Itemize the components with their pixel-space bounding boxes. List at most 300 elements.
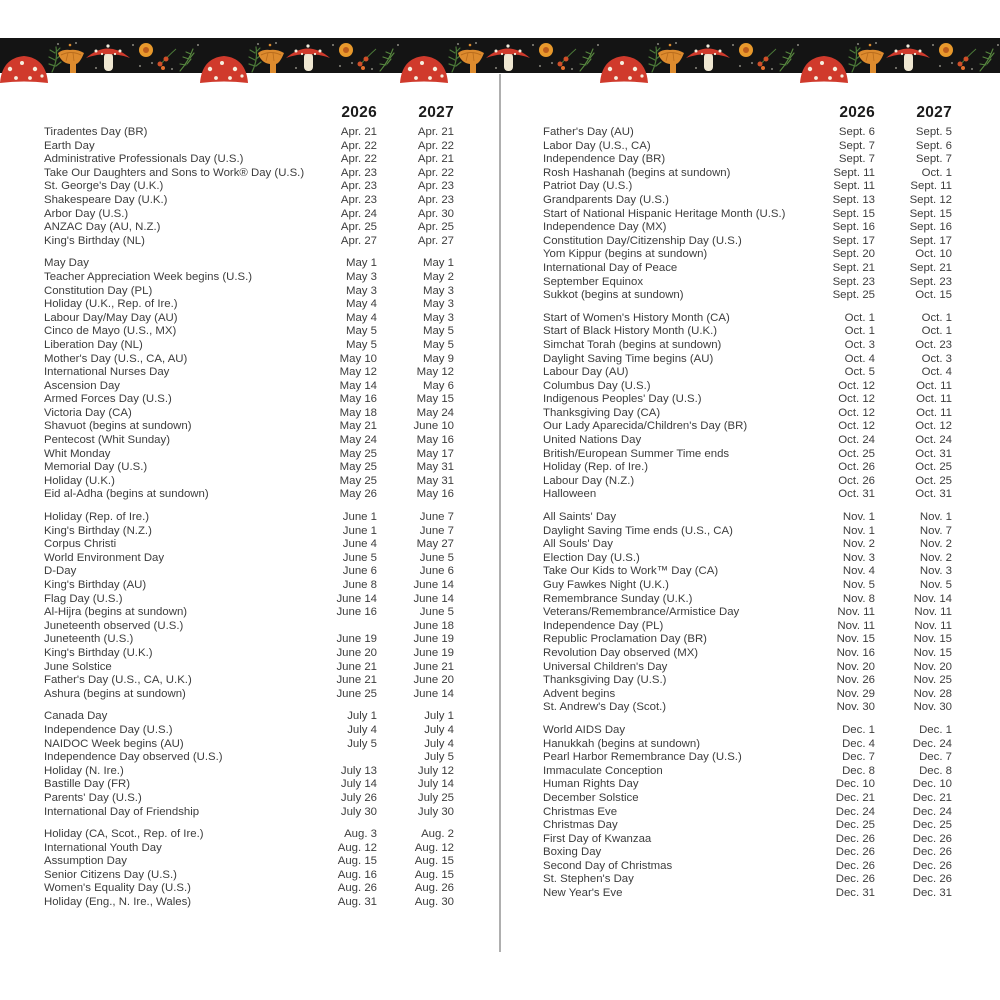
holiday-row: [543, 701, 952, 715]
holiday-date-2026: Oct. 26: [838, 461, 875, 474]
holiday-date-2027: Nov. 11: [914, 606, 952, 619]
holiday-date-2026: Nov. 5: [842, 579, 875, 591]
holiday-name: King's Birthday (U.K.): [44, 646, 153, 659]
holiday-name: Corpus Christi: [44, 538, 117, 551]
holiday-row: [543, 765, 952, 779]
holiday-row: [44, 896, 454, 910]
holiday-date-2026: Aug. 16: [337, 868, 377, 881]
holiday-name: Christmas Eve: [543, 805, 618, 818]
holiday-name: Yom Kippur (begins at sundown): [543, 248, 708, 261]
holiday-date-2027: Sept. 15: [909, 207, 952, 220]
holiday-date-2027: Dec. 26: [912, 832, 952, 845]
holiday-date-2026: Sept. 15: [832, 207, 875, 220]
holiday-name: June Solstice: [44, 660, 112, 673]
holiday-row: [543, 248, 952, 262]
holiday-row: [543, 153, 952, 167]
holiday-name: Whit Monday: [44, 447, 111, 460]
holiday-date-2027: May 17: [416, 447, 454, 460]
holiday-date-2026: May 25: [339, 474, 377, 487]
holiday-date-2027: Aug. 12: [414, 841, 454, 854]
holiday-date-2027: Dec. 21: [912, 791, 952, 804]
holiday-date-2027: Sept. 7: [915, 153, 952, 166]
page-spine-divider: [499, 74, 501, 952]
holiday-date-2026: June 16: [336, 606, 377, 619]
holiday-row: [543, 806, 952, 820]
holiday-name: International Nurses Day: [44, 366, 170, 379]
holiday-date-2026: Nov. 16: [836, 646, 875, 659]
holiday-row: [543, 633, 952, 647]
holiday-date-2027: Aug. 26: [414, 882, 454, 895]
holiday-date-2027: May 6: [422, 379, 454, 392]
holiday-date-2027: Apr. 25: [417, 221, 454, 234]
holiday-date-2027: Apr. 21: [417, 153, 454, 166]
holiday-section: [44, 710, 454, 819]
holiday-name: Thanksgiving Day (U.S.): [543, 674, 667, 687]
holiday-name: Senior Citizens Day (U.S.): [44, 868, 177, 881]
holiday-date-2026: May 18: [339, 406, 377, 419]
holiday-date-2027: June 14: [413, 579, 454, 591]
holiday-date-2027: Oct. 3: [921, 352, 952, 365]
holiday-date-2027: Dec. 24: [912, 737, 952, 750]
holiday-row: [543, 819, 952, 833]
holiday-date-2026: June 19: [336, 633, 377, 646]
holiday-date-2027: July 30: [417, 805, 454, 818]
holiday-date-2026: Sept. 17: [832, 234, 875, 247]
holiday-name: Liberation Day (NL): [44, 338, 143, 351]
holiday-row: [543, 262, 952, 276]
holiday-row: [543, 448, 952, 462]
holiday-date-2027: Oct. 23: [915, 338, 952, 351]
holiday-name: International Day of Friendship: [44, 805, 200, 818]
holiday-date-2027: Nov. 7: [919, 524, 952, 537]
holiday-date-2027: Sept. 6: [915, 139, 952, 152]
holiday-date-2026: Dec. 24: [835, 805, 875, 818]
holiday-row: [543, 525, 952, 539]
holiday-row: [543, 887, 952, 901]
holiday-name: Daylight Saving Time ends (U.S., CA): [543, 524, 733, 537]
holiday-date-2027: May 27: [416, 538, 454, 551]
year-headers: [44, 104, 454, 126]
holiday-date-2026: June 6: [342, 565, 377, 578]
holiday-row: [44, 538, 454, 552]
holiday-name: Take Our Daughters and Sons to Work® Day (U.S.): [44, 166, 305, 179]
holiday-date-2027: May 31: [416, 474, 454, 487]
holiday-date-2026: July 1: [347, 710, 377, 723]
holiday-date-2027: May 16: [416, 434, 454, 447]
holiday-date-2026: Apr. 23: [340, 180, 377, 193]
holiday-date-2027: Apr. 22: [417, 166, 454, 179]
holiday-row: [44, 806, 454, 820]
holiday-row: [44, 765, 454, 779]
holiday-row: [44, 710, 454, 724]
holiday-date-2026: May 16: [339, 393, 377, 406]
holiday-row: [44, 828, 454, 842]
holiday-date-2026: Apr. 21: [340, 126, 377, 138]
holiday-name: NAIDOC Week begins (AU): [44, 737, 184, 750]
holiday-date-2026: Oct. 1: [844, 311, 875, 324]
holiday-name: Earth Day: [44, 139, 95, 152]
holiday-date-2027: May 3: [422, 298, 454, 311]
holiday-date-2026: May 3: [345, 270, 377, 283]
holiday-date-2026: Dec. 26: [835, 846, 875, 859]
holiday-name: Simchat Torah (begins at sundown): [543, 338, 722, 351]
holiday-row: [543, 276, 952, 290]
holiday-row: [543, 393, 952, 407]
holiday-row: [543, 380, 952, 394]
holiday-date-2027: Dec. 26: [912, 846, 952, 859]
holiday-row: [44, 661, 454, 675]
holiday-name: Holiday (CA, Scot., Rep. of Ire.): [44, 828, 204, 841]
holiday-row: [44, 194, 454, 208]
holiday-date-2026: Sept. 7: [838, 153, 875, 166]
holiday-name: D-Day: [44, 565, 77, 578]
holiday-row: [44, 565, 454, 579]
holiday-row: [44, 271, 454, 285]
holiday-name: International Day of Peace: [543, 261, 678, 274]
holiday-row: [543, 873, 952, 887]
holiday-row: [44, 448, 454, 462]
holiday-date-2027: May 31: [416, 461, 454, 474]
holiday-name: Arbor Day (U.S.): [44, 207, 129, 220]
holiday-date-2027: Nov. 3: [919, 565, 952, 578]
holiday-date-2027: Apr. 27: [417, 234, 454, 247]
holiday-name: Boxing Day: [543, 846, 602, 859]
holiday-date-2027: Sept. 17: [909, 234, 952, 247]
holiday-date-2026: Sept. 16: [832, 221, 875, 234]
holiday-name: Labor Day (U.S., CA): [543, 139, 651, 152]
holiday-date-2026: July 26: [340, 791, 377, 804]
holiday-date-2027: Nov. 15: [913, 646, 952, 659]
holiday-row: [543, 620, 952, 634]
holiday-row: [543, 792, 952, 806]
holiday-name: Labour Day/May Day (AU): [44, 311, 178, 324]
holiday-name: St. Andrew's Day (Scot.): [543, 701, 667, 714]
holiday-date-2027: Nov. 30: [913, 701, 952, 714]
holiday-date-2027: July 4: [424, 737, 454, 750]
holiday-date-2026: Oct. 12: [838, 393, 875, 406]
holiday-date-2027: May 24: [416, 406, 454, 419]
holiday-date-2026: Nov. 2: [842, 538, 875, 551]
holiday-row: [44, 869, 454, 883]
holiday-date-2026: Nov. 3: [842, 551, 875, 564]
holiday-row: [543, 434, 952, 448]
holiday-row: [44, 724, 454, 738]
holiday-date-2026: June 20: [336, 646, 377, 659]
holiday-name: Canada Day: [44, 710, 108, 723]
holiday-row: [543, 235, 952, 249]
holiday-section: [44, 828, 454, 910]
holiday-date-2026: July 30: [340, 805, 377, 818]
holiday-date-2026: Oct. 3: [844, 338, 875, 351]
holiday-date-2026: Sept. 13: [832, 193, 875, 206]
holiday-row: [44, 285, 454, 299]
holiday-date-2027: Dec. 26: [912, 859, 952, 872]
holiday-date-2026: Dec. 21: [835, 791, 875, 804]
holiday-row: [44, 778, 454, 792]
holiday-name: December Solstice: [543, 791, 639, 804]
holiday-name: Memorial Day (U.S.): [44, 461, 148, 474]
holiday-row: [543, 420, 952, 434]
holiday-date-2026: Oct. 5: [844, 366, 875, 379]
holiday-date-2026: Nov. 29: [836, 687, 875, 700]
holiday-date-2027: Apr. 30: [417, 207, 454, 220]
holiday-date-2026: Nov. 30: [836, 701, 875, 714]
holiday-name: Labour Day (AU): [543, 366, 629, 379]
holiday-name: Armed Forces Day (U.S.): [44, 393, 172, 406]
year-header-2026: 2026: [341, 104, 377, 121]
holiday-date-2027: May 15: [416, 393, 454, 406]
holiday-name: King's Birthday (N.Z.): [44, 524, 152, 537]
holiday-row: [44, 882, 454, 896]
holiday-date-2026: Nov. 1: [842, 524, 875, 537]
holiday-date-2027: June 5: [419, 551, 454, 564]
holiday-row: [543, 552, 952, 566]
holiday-row: [543, 461, 952, 475]
holiday-row: [44, 140, 454, 154]
holiday-date-2026: Dec. 26: [835, 859, 875, 872]
holiday-date-2027: Dec. 10: [912, 778, 952, 791]
holiday-date-2026: July 14: [340, 778, 377, 791]
holiday-name: Indigenous Peoples' Day (U.S.): [543, 393, 702, 406]
holiday-row: [44, 792, 454, 806]
holiday-name: Holiday (Rep. of Ire.): [543, 461, 649, 474]
holiday-date-2027: Apr. 21: [417, 126, 454, 138]
holiday-row: [543, 208, 952, 222]
holiday-name: Holiday (Eng., N. Ire., Wales): [44, 896, 192, 909]
holiday-name: St. George's Day (U.K.): [44, 180, 164, 193]
holiday-name: Independence Day (PL): [543, 619, 664, 632]
holiday-date-2027: Oct. 24: [915, 434, 952, 447]
holiday-date-2026: Dec. 25: [835, 819, 875, 832]
holiday-date-2026: Sept. 6: [838, 126, 875, 138]
holiday-date-2027: Nov. 2: [919, 538, 952, 551]
holiday-name: Take Our Kids to Work™ Day (CA): [543, 565, 719, 578]
holiday-date-2027: Nov. 28: [913, 687, 952, 700]
holiday-name: World Environment Day: [44, 551, 165, 564]
holiday-name: Holiday (U.K.): [44, 474, 115, 487]
holiday-date-2027: Aug. 30: [414, 896, 454, 909]
holiday-name: Women's Equality Day (U.S.): [44, 882, 191, 895]
holiday-row: [44, 153, 454, 167]
holiday-date-2026: June 5: [342, 551, 377, 564]
holiday-date-2027: Oct. 12: [915, 420, 952, 433]
holiday-date-2026: Oct. 12: [838, 420, 875, 433]
holiday-date-2026: Nov. 4: [842, 565, 875, 578]
holiday-name: First Day of Kwanzaa: [543, 832, 652, 845]
holiday-date-2026: Sept. 25: [832, 289, 875, 302]
holiday-date-2027: Dec. 26: [912, 873, 952, 886]
holiday-name: King's Birthday (NL): [44, 234, 145, 247]
holiday-row: [543, 511, 952, 525]
holiday-date-2026: June 4: [342, 538, 377, 551]
holiday-date-2027: July 4: [424, 723, 454, 736]
holiday-date-2026: Apr. 27: [340, 234, 377, 247]
holiday-date-2027: Dec. 1: [919, 723, 952, 736]
holiday-row: [44, 167, 454, 181]
holiday-row: [44, 633, 454, 647]
holiday-name: Rosh Hashanah (begins at sundown): [543, 166, 731, 179]
holiday-date-2026: Nov. 11: [837, 619, 875, 632]
holiday-date-2027: Nov. 20: [913, 660, 952, 673]
holiday-name: ANZAC Day (AU, N.Z.): [44, 221, 161, 234]
holiday-row: [543, 606, 952, 620]
holiday-row: [44, 552, 454, 566]
holiday-row: [44, 312, 454, 326]
holiday-date-2027: June 7: [419, 524, 454, 537]
holiday-date-2027: Oct. 15: [915, 289, 952, 302]
holiday-date-2026: Apr. 23: [340, 193, 377, 206]
holiday-name: World AIDS Day: [543, 723, 626, 736]
holiday-date-2026: Sept. 23: [832, 275, 875, 288]
holiday-name: Shakespeare Day (U.K.): [44, 193, 168, 206]
holiday-row: [44, 339, 454, 353]
holiday-date-2026: Aug. 31: [337, 896, 377, 909]
holiday-row: [44, 434, 454, 448]
holiday-date-2027: June 18: [413, 619, 454, 632]
holiday-date-2027: Dec. 25: [912, 819, 952, 832]
holiday-name: New Year's Eve: [543, 887, 623, 900]
holiday-date-2026: Apr. 22: [340, 139, 377, 152]
holiday-date-2027: Dec. 24: [912, 805, 952, 818]
holiday-row: [543, 289, 952, 303]
holiday-name: King's Birthday (AU): [44, 579, 147, 591]
holiday-date-2027: Oct. 31: [915, 447, 952, 460]
holiday-name: All Saints' Day: [543, 511, 617, 524]
holiday-name: Pearl Harbor Remembrance Day (U.S.): [543, 751, 742, 764]
holiday-date-2027: July 14: [417, 778, 454, 791]
holiday-row: [44, 488, 454, 502]
holiday-name: Start of Women's History Month (CA): [543, 311, 730, 324]
holiday-row: [543, 194, 952, 208]
holiday-name: Veterans/Remembrance/Armistice Day: [543, 606, 740, 619]
holiday-date-2027: Oct. 25: [915, 474, 952, 487]
holiday-date-2027: Apr. 23: [417, 193, 454, 206]
holiday-date-2026: Dec. 26: [835, 873, 875, 886]
holiday-name: Independence Day observed (U.S.): [44, 751, 223, 764]
holiday-date-2027: May 16: [416, 488, 454, 501]
holiday-date-2027: Oct. 25: [915, 461, 952, 474]
holiday-name: Holiday (U.K., Rep. of Ire.): [44, 298, 178, 311]
holiday-date-2026: Apr. 23: [340, 166, 377, 179]
holiday-name: Columbus Day (U.S.): [543, 379, 651, 392]
holiday-row: [44, 126, 454, 140]
holiday-date-2027: Nov. 25: [913, 674, 952, 687]
holiday-date-2027: Nov. 5: [919, 579, 952, 591]
holiday-row: [44, 235, 454, 249]
holiday-section: [44, 511, 454, 701]
holiday-name: Ashura (begins at sundown): [44, 687, 186, 700]
holiday-date-2027: Oct. 10: [915, 248, 952, 261]
holiday-row: [44, 407, 454, 421]
holiday-date-2027: Oct. 11: [916, 379, 952, 392]
year-headers: [543, 104, 952, 126]
holiday-name: Remembrance Sunday (U.K.): [543, 592, 693, 605]
holiday-row: [44, 511, 454, 525]
holiday-name: Our Lady Aparecida/Children's Day (BR): [543, 420, 748, 433]
holiday-date-2026: June 14: [336, 592, 377, 605]
holiday-date-2026: Apr. 25: [340, 221, 377, 234]
holiday-date-2026: Apr. 24: [340, 207, 377, 220]
holiday-date-2026: May 5: [345, 325, 377, 338]
holiday-date-2027: Sept. 11: [910, 180, 952, 193]
holiday-row: [543, 126, 952, 140]
holiday-date-2027: Oct. 4: [921, 366, 952, 379]
holiday-date-2026: May 25: [339, 461, 377, 474]
holiday-date-2026: May 4: [345, 311, 377, 324]
holiday-name: Human Rights Day: [543, 778, 639, 791]
year-header-2026: 2026: [839, 104, 875, 121]
holiday-date-2026: June 21: [336, 674, 377, 687]
holiday-name: Constitution Day (PL): [44, 284, 153, 297]
holiday-row: [543, 846, 952, 860]
holiday-row: [543, 140, 952, 154]
holiday-date-2026: May 1: [345, 257, 377, 270]
holiday-name: Holiday (N. Ire.): [44, 764, 124, 777]
holiday-date-2027: June 19: [413, 646, 454, 659]
holiday-row: [44, 606, 454, 620]
holiday-date-2026: Dec. 7: [842, 751, 875, 764]
holiday-date-2027: Sept. 16: [909, 221, 952, 234]
holiday-date-2026: June 8: [342, 579, 377, 591]
holiday-row: [543, 312, 952, 326]
holiday-name: Teacher Appreciation Week begins (U.S.): [44, 270, 253, 283]
holiday-row: [44, 842, 454, 856]
holiday-date-2026: Dec. 31: [835, 887, 875, 900]
holiday-date-2027: Sept. 12: [909, 193, 952, 206]
holiday-name: Eid al-Adha (begins at sundown): [44, 488, 209, 501]
holiday-date-2026: May 21: [339, 420, 377, 433]
holiday-date-2026: Dec. 26: [835, 832, 875, 845]
holiday-row: [543, 407, 952, 421]
holiday-row: [44, 525, 454, 539]
year-header-2027: 2027: [418, 104, 454, 121]
holiday-date-2027: Sept. 23: [909, 275, 952, 288]
holiday-date-2027: Nov. 1: [919, 511, 952, 524]
holiday-name: Universal Children's Day: [543, 660, 668, 673]
holiday-date-2026: Nov. 15: [836, 633, 875, 646]
holiday-date-2027: June 21: [413, 660, 454, 673]
holiday-date-2027: Oct. 11: [916, 393, 952, 406]
holiday-row: [44, 325, 454, 339]
holiday-row: [44, 180, 454, 194]
holiday-date-2027: Dec. 8: [919, 764, 952, 777]
holiday-date-2026: Aug. 15: [337, 855, 377, 868]
holiday-date-2026: June 1: [342, 511, 377, 524]
holiday-section: [543, 724, 952, 901]
holiday-row: [44, 475, 454, 489]
holiday-name: Pentecost (Whit Sunday): [44, 434, 170, 447]
holiday-name: Immaculate Conception: [543, 764, 663, 777]
holiday-date-2027: Nov. 14: [913, 592, 952, 605]
holiday-date-2027: July 5: [424, 751, 454, 764]
holiday-name: Thanksgiving Day (CA): [543, 406, 661, 419]
holiday-date-2026: Sept. 11: [833, 166, 875, 179]
holiday-row: [543, 366, 952, 380]
holiday-row: [44, 353, 454, 367]
holiday-row: [44, 855, 454, 869]
holiday-date-2026: Dec. 4: [842, 737, 875, 750]
holiday-row: [44, 257, 454, 271]
holiday-name: Shavuot (begins at sundown): [44, 420, 192, 433]
holiday-name: Bastille Day (FR): [44, 778, 131, 791]
holiday-date-2027: Aug. 15: [414, 855, 454, 868]
holiday-name: Advent begins: [543, 687, 616, 700]
holiday-name: Father's Day (U.S., CA, U.K.): [44, 674, 192, 687]
page-left: [44, 104, 454, 910]
holiday-name: Hanukkah (begins at sundown): [543, 737, 701, 750]
holiday-date-2027: Oct. 1: [921, 325, 952, 338]
holiday-row: [44, 674, 454, 688]
